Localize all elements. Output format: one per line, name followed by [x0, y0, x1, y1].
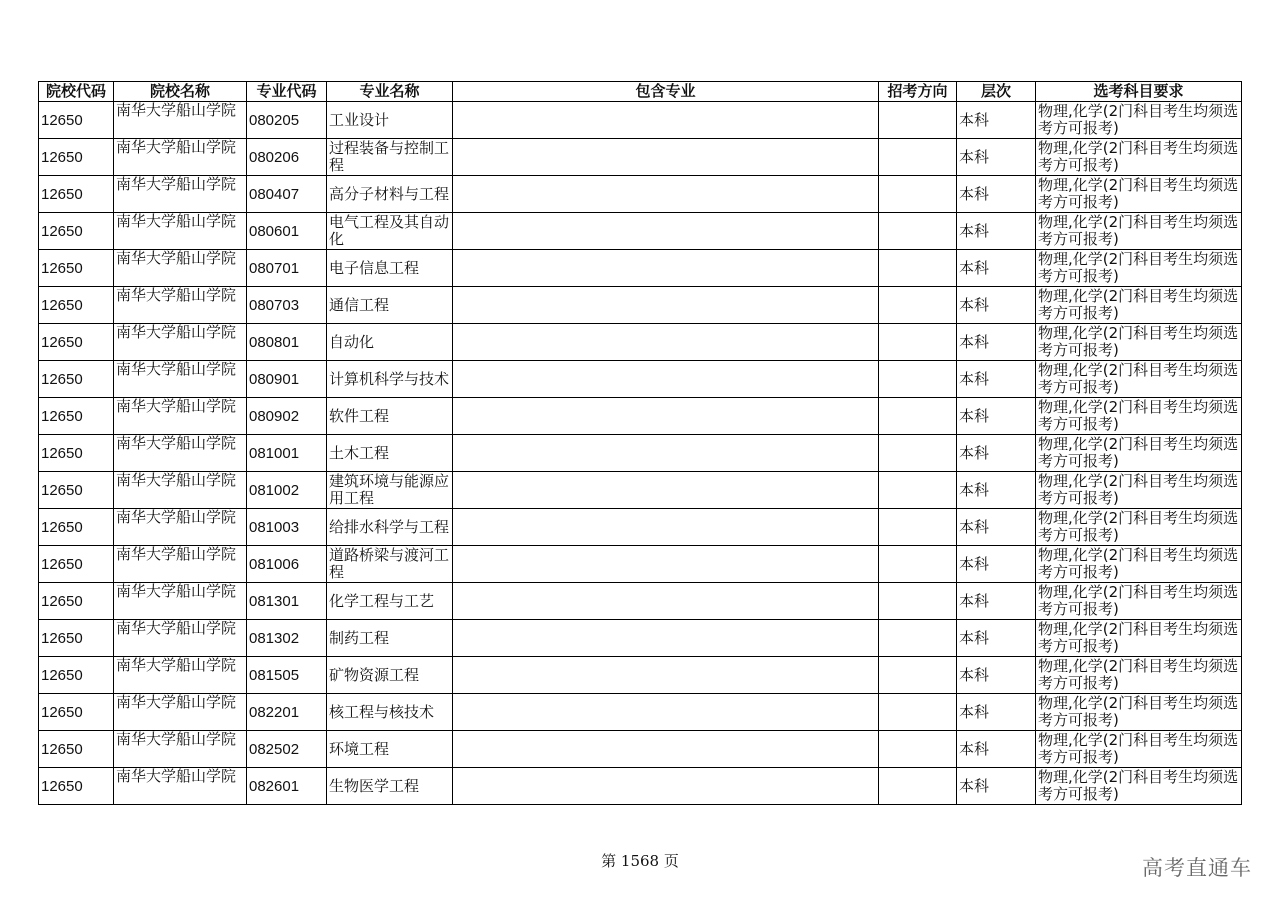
cell-included-majors — [453, 472, 879, 509]
header-major-code: 专业代码 — [247, 82, 327, 102]
cell-direction — [879, 324, 957, 361]
cell-school-name: 南华大学船山学院 — [114, 694, 247, 731]
table-row — [39, 546, 1242, 583]
cell-major-code: 080407 — [247, 176, 327, 213]
header-subject-requirements: 选考科目要求 — [1036, 82, 1242, 102]
cell-school-code: 12650 — [39, 583, 114, 620]
cell-school-name: 南华大学船山学院 — [114, 324, 247, 361]
cell-subject-requirements: 物理,化学(2门科目考生均须选考方可报考) — [1036, 287, 1242, 324]
page-number: 第 1568 页 — [601, 852, 679, 870]
cell-major-name: 计算机科学与技术 — [327, 361, 453, 398]
cell-subject-requirements: 物理,化学(2门科目考生均须选考方可报考) — [1036, 324, 1242, 361]
cell-school-name: 南华大学船山学院 — [114, 213, 247, 250]
cell-level: 本科 — [957, 361, 1036, 398]
cell-direction — [879, 472, 957, 509]
cell-major-code: 081002 — [247, 472, 327, 509]
table-body — [39, 102, 1242, 805]
cell-subject-requirements: 物理,化学(2门科目考生均须选考方可报考) — [1036, 361, 1242, 398]
cell-major-name: 核工程与核技术 — [327, 694, 453, 731]
cell-major-code: 082201 — [247, 694, 327, 731]
cell-school-code: 12650 — [39, 509, 114, 546]
cell-subject-requirements: 物理,化学(2门科目考生均须选考方可报考) — [1036, 657, 1242, 694]
table-row — [39, 620, 1242, 657]
table-row — [39, 102, 1242, 139]
cell-major-name: 环境工程 — [327, 731, 453, 768]
cell-level: 本科 — [957, 176, 1036, 213]
cell-direction — [879, 768, 957, 805]
cell-major-name: 给排水科学与工程 — [327, 509, 453, 546]
cell-school-code: 12650 — [39, 657, 114, 694]
header-level: 层次 — [957, 82, 1036, 102]
cell-level: 本科 — [957, 768, 1036, 805]
header-direction: 招考方向 — [879, 82, 957, 102]
cell-school-name: 南华大学船山学院 — [114, 139, 247, 176]
cell-school-code: 12650 — [39, 472, 114, 509]
cell-major-name: 高分子材料与工程 — [327, 176, 453, 213]
cell-school-name: 南华大学船山学院 — [114, 287, 247, 324]
cell-school-code: 12650 — [39, 287, 114, 324]
cell-included-majors — [453, 287, 879, 324]
cell-major-code: 081001 — [247, 435, 327, 472]
cell-major-code: 081003 — [247, 509, 327, 546]
cell-school-code: 12650 — [39, 361, 114, 398]
cell-major-code: 080206 — [247, 139, 327, 176]
cell-direction — [879, 657, 957, 694]
cell-subject-requirements: 物理,化学(2门科目考生均须选考方可报考) — [1036, 546, 1242, 583]
table-row — [39, 287, 1242, 324]
cell-level: 本科 — [957, 139, 1036, 176]
cell-level: 本科 — [957, 583, 1036, 620]
cell-level: 本科 — [957, 731, 1036, 768]
table-row — [39, 509, 1242, 546]
header-school-code: 院校代码 — [39, 82, 114, 102]
table-row — [39, 250, 1242, 287]
cell-level: 本科 — [957, 694, 1036, 731]
cell-included-majors — [453, 176, 879, 213]
cell-subject-requirements: 物理,化学(2门科目考生均须选考方可报考) — [1036, 768, 1242, 805]
cell-included-majors — [453, 731, 879, 768]
cell-school-name: 南华大学船山学院 — [114, 731, 247, 768]
cell-direction — [879, 583, 957, 620]
cell-direction — [879, 731, 957, 768]
table-row — [39, 139, 1242, 176]
cell-included-majors — [453, 657, 879, 694]
cell-subject-requirements: 物理,化学(2门科目考生均须选考方可报考) — [1036, 213, 1242, 250]
cell-major-code: 082502 — [247, 731, 327, 768]
cell-direction — [879, 287, 957, 324]
cell-level: 本科 — [957, 398, 1036, 435]
cell-direction — [879, 250, 957, 287]
cell-level: 本科 — [957, 102, 1036, 139]
cell-level: 本科 — [957, 620, 1036, 657]
cell-school-name: 南华大学船山学院 — [114, 472, 247, 509]
cell-included-majors — [453, 361, 879, 398]
cell-level: 本科 — [957, 546, 1036, 583]
watermark: 高考直通车 — [1142, 856, 1252, 880]
cell-direction — [879, 435, 957, 472]
cell-included-majors — [453, 546, 879, 583]
cell-major-code: 080205 — [247, 102, 327, 139]
cell-level: 本科 — [957, 435, 1036, 472]
cell-included-majors — [453, 620, 879, 657]
cell-school-name: 南华大学船山学院 — [114, 361, 247, 398]
table-row — [39, 657, 1242, 694]
cell-direction — [879, 694, 957, 731]
table-header-row — [39, 82, 1242, 102]
header-included-majors: 包含专业 — [453, 82, 879, 102]
cell-subject-requirements: 物理,化学(2门科目考生均须选考方可报考) — [1036, 509, 1242, 546]
cell-subject-requirements: 物理,化学(2门科目考生均须选考方可报考) — [1036, 731, 1242, 768]
cell-direction — [879, 102, 957, 139]
cell-major-name: 生物医学工程 — [327, 768, 453, 805]
cell-included-majors — [453, 213, 879, 250]
table-row — [39, 398, 1242, 435]
cell-school-code: 12650 — [39, 620, 114, 657]
cell-major-code: 080601 — [247, 213, 327, 250]
table-row — [39, 768, 1242, 805]
cell-direction — [879, 213, 957, 250]
cell-level: 本科 — [957, 250, 1036, 287]
admissions-table — [38, 81, 1242, 805]
cell-school-name: 南华大学船山学院 — [114, 546, 247, 583]
cell-school-name: 南华大学船山学院 — [114, 657, 247, 694]
cell-direction — [879, 509, 957, 546]
table-row — [39, 472, 1242, 509]
cell-direction — [879, 546, 957, 583]
cell-subject-requirements: 物理,化学(2门科目考生均须选考方可报考) — [1036, 176, 1242, 213]
cell-major-code: 081301 — [247, 583, 327, 620]
cell-school-code: 12650 — [39, 694, 114, 731]
table-row — [39, 583, 1242, 620]
cell-major-code: 081505 — [247, 657, 327, 694]
cell-subject-requirements: 物理,化学(2门科目考生均须选考方可报考) — [1036, 694, 1242, 731]
cell-school-name: 南华大学船山学院 — [114, 768, 247, 805]
cell-major-name: 制药工程 — [327, 620, 453, 657]
cell-school-code: 12650 — [39, 176, 114, 213]
cell-major-name: 电气工程及其自动化 — [327, 213, 453, 250]
cell-direction — [879, 398, 957, 435]
cell-major-code: 080703 — [247, 287, 327, 324]
cell-school-code: 12650 — [39, 435, 114, 472]
cell-school-code: 12650 — [39, 250, 114, 287]
cell-major-code: 080701 — [247, 250, 327, 287]
cell-subject-requirements: 物理,化学(2门科目考生均须选考方可报考) — [1036, 620, 1242, 657]
table-row — [39, 324, 1242, 361]
cell-subject-requirements: 物理,化学(2门科目考生均须选考方可报考) — [1036, 398, 1242, 435]
cell-major-code: 081302 — [247, 620, 327, 657]
cell-major-name: 通信工程 — [327, 287, 453, 324]
cell-included-majors — [453, 768, 879, 805]
cell-subject-requirements: 物理,化学(2门科目考生均须选考方可报考) — [1036, 583, 1242, 620]
cell-included-majors — [453, 583, 879, 620]
cell-direction — [879, 176, 957, 213]
cell-school-code: 12650 — [39, 213, 114, 250]
cell-major-name: 道路桥梁与渡河工程 — [327, 546, 453, 583]
cell-major-name: 矿物资源工程 — [327, 657, 453, 694]
cell-major-name: 工业设计 — [327, 102, 453, 139]
cell-level: 本科 — [957, 324, 1036, 361]
cell-included-majors — [453, 250, 879, 287]
cell-major-code: 082601 — [247, 768, 327, 805]
cell-school-name: 南华大学船山学院 — [114, 102, 247, 139]
header-major-name: 专业名称 — [327, 82, 453, 102]
cell-school-name: 南华大学船山学院 — [114, 435, 247, 472]
table-row — [39, 213, 1242, 250]
table-row — [39, 176, 1242, 213]
table-row — [39, 361, 1242, 398]
cell-major-code: 080901 — [247, 361, 327, 398]
cell-major-name: 过程装备与控制工程 — [327, 139, 453, 176]
cell-included-majors — [453, 324, 879, 361]
table-row — [39, 435, 1242, 472]
cell-school-code: 12650 — [39, 731, 114, 768]
cell-direction — [879, 139, 957, 176]
cell-school-code: 12650 — [39, 139, 114, 176]
cell-major-code: 081006 — [247, 546, 327, 583]
cell-level: 本科 — [957, 213, 1036, 250]
cell-level: 本科 — [957, 657, 1036, 694]
cell-major-code: 080801 — [247, 324, 327, 361]
cell-school-name: 南华大学船山学院 — [114, 250, 247, 287]
cell-school-code: 12650 — [39, 102, 114, 139]
cell-included-majors — [453, 435, 879, 472]
cell-level: 本科 — [957, 472, 1036, 509]
cell-included-majors — [453, 398, 879, 435]
cell-school-code: 12650 — [39, 398, 114, 435]
cell-major-name: 建筑环境与能源应用工程 — [327, 472, 453, 509]
cell-direction — [879, 361, 957, 398]
cell-subject-requirements: 物理,化学(2门科目考生均须选考方可报考) — [1036, 435, 1242, 472]
cell-major-name: 软件工程 — [327, 398, 453, 435]
cell-level: 本科 — [957, 509, 1036, 546]
cell-school-name: 南华大学船山学院 — [114, 176, 247, 213]
cell-included-majors — [453, 694, 879, 731]
cell-school-code: 12650 — [39, 324, 114, 361]
cell-subject-requirements: 物理,化学(2门科目考生均须选考方可报考) — [1036, 472, 1242, 509]
cell-school-name: 南华大学船山学院 — [114, 509, 247, 546]
cell-major-name: 土木工程 — [327, 435, 453, 472]
cell-school-name: 南华大学船山学院 — [114, 620, 247, 657]
table-row — [39, 731, 1242, 768]
cell-major-name: 化学工程与工艺 — [327, 583, 453, 620]
cell-subject-requirements: 物理,化学(2门科目考生均须选考方可报考) — [1036, 250, 1242, 287]
cell-school-name: 南华大学船山学院 — [114, 398, 247, 435]
cell-included-majors — [453, 102, 879, 139]
cell-subject-requirements: 物理,化学(2门科目考生均须选考方可报考) — [1036, 102, 1242, 139]
cell-school-code: 12650 — [39, 546, 114, 583]
cell-school-code: 12650 — [39, 768, 114, 805]
cell-major-name: 电子信息工程 — [327, 250, 453, 287]
cell-direction — [879, 620, 957, 657]
cell-included-majors — [453, 139, 879, 176]
cell-major-name: 自动化 — [327, 324, 453, 361]
cell-level: 本科 — [957, 287, 1036, 324]
header-school-name: 院校名称 — [114, 82, 247, 102]
cell-major-code: 080902 — [247, 398, 327, 435]
cell-subject-requirements: 物理,化学(2门科目考生均须选考方可报考) — [1036, 139, 1242, 176]
cell-school-name: 南华大学船山学院 — [114, 583, 247, 620]
cell-included-majors — [453, 509, 879, 546]
table-row — [39, 694, 1242, 731]
